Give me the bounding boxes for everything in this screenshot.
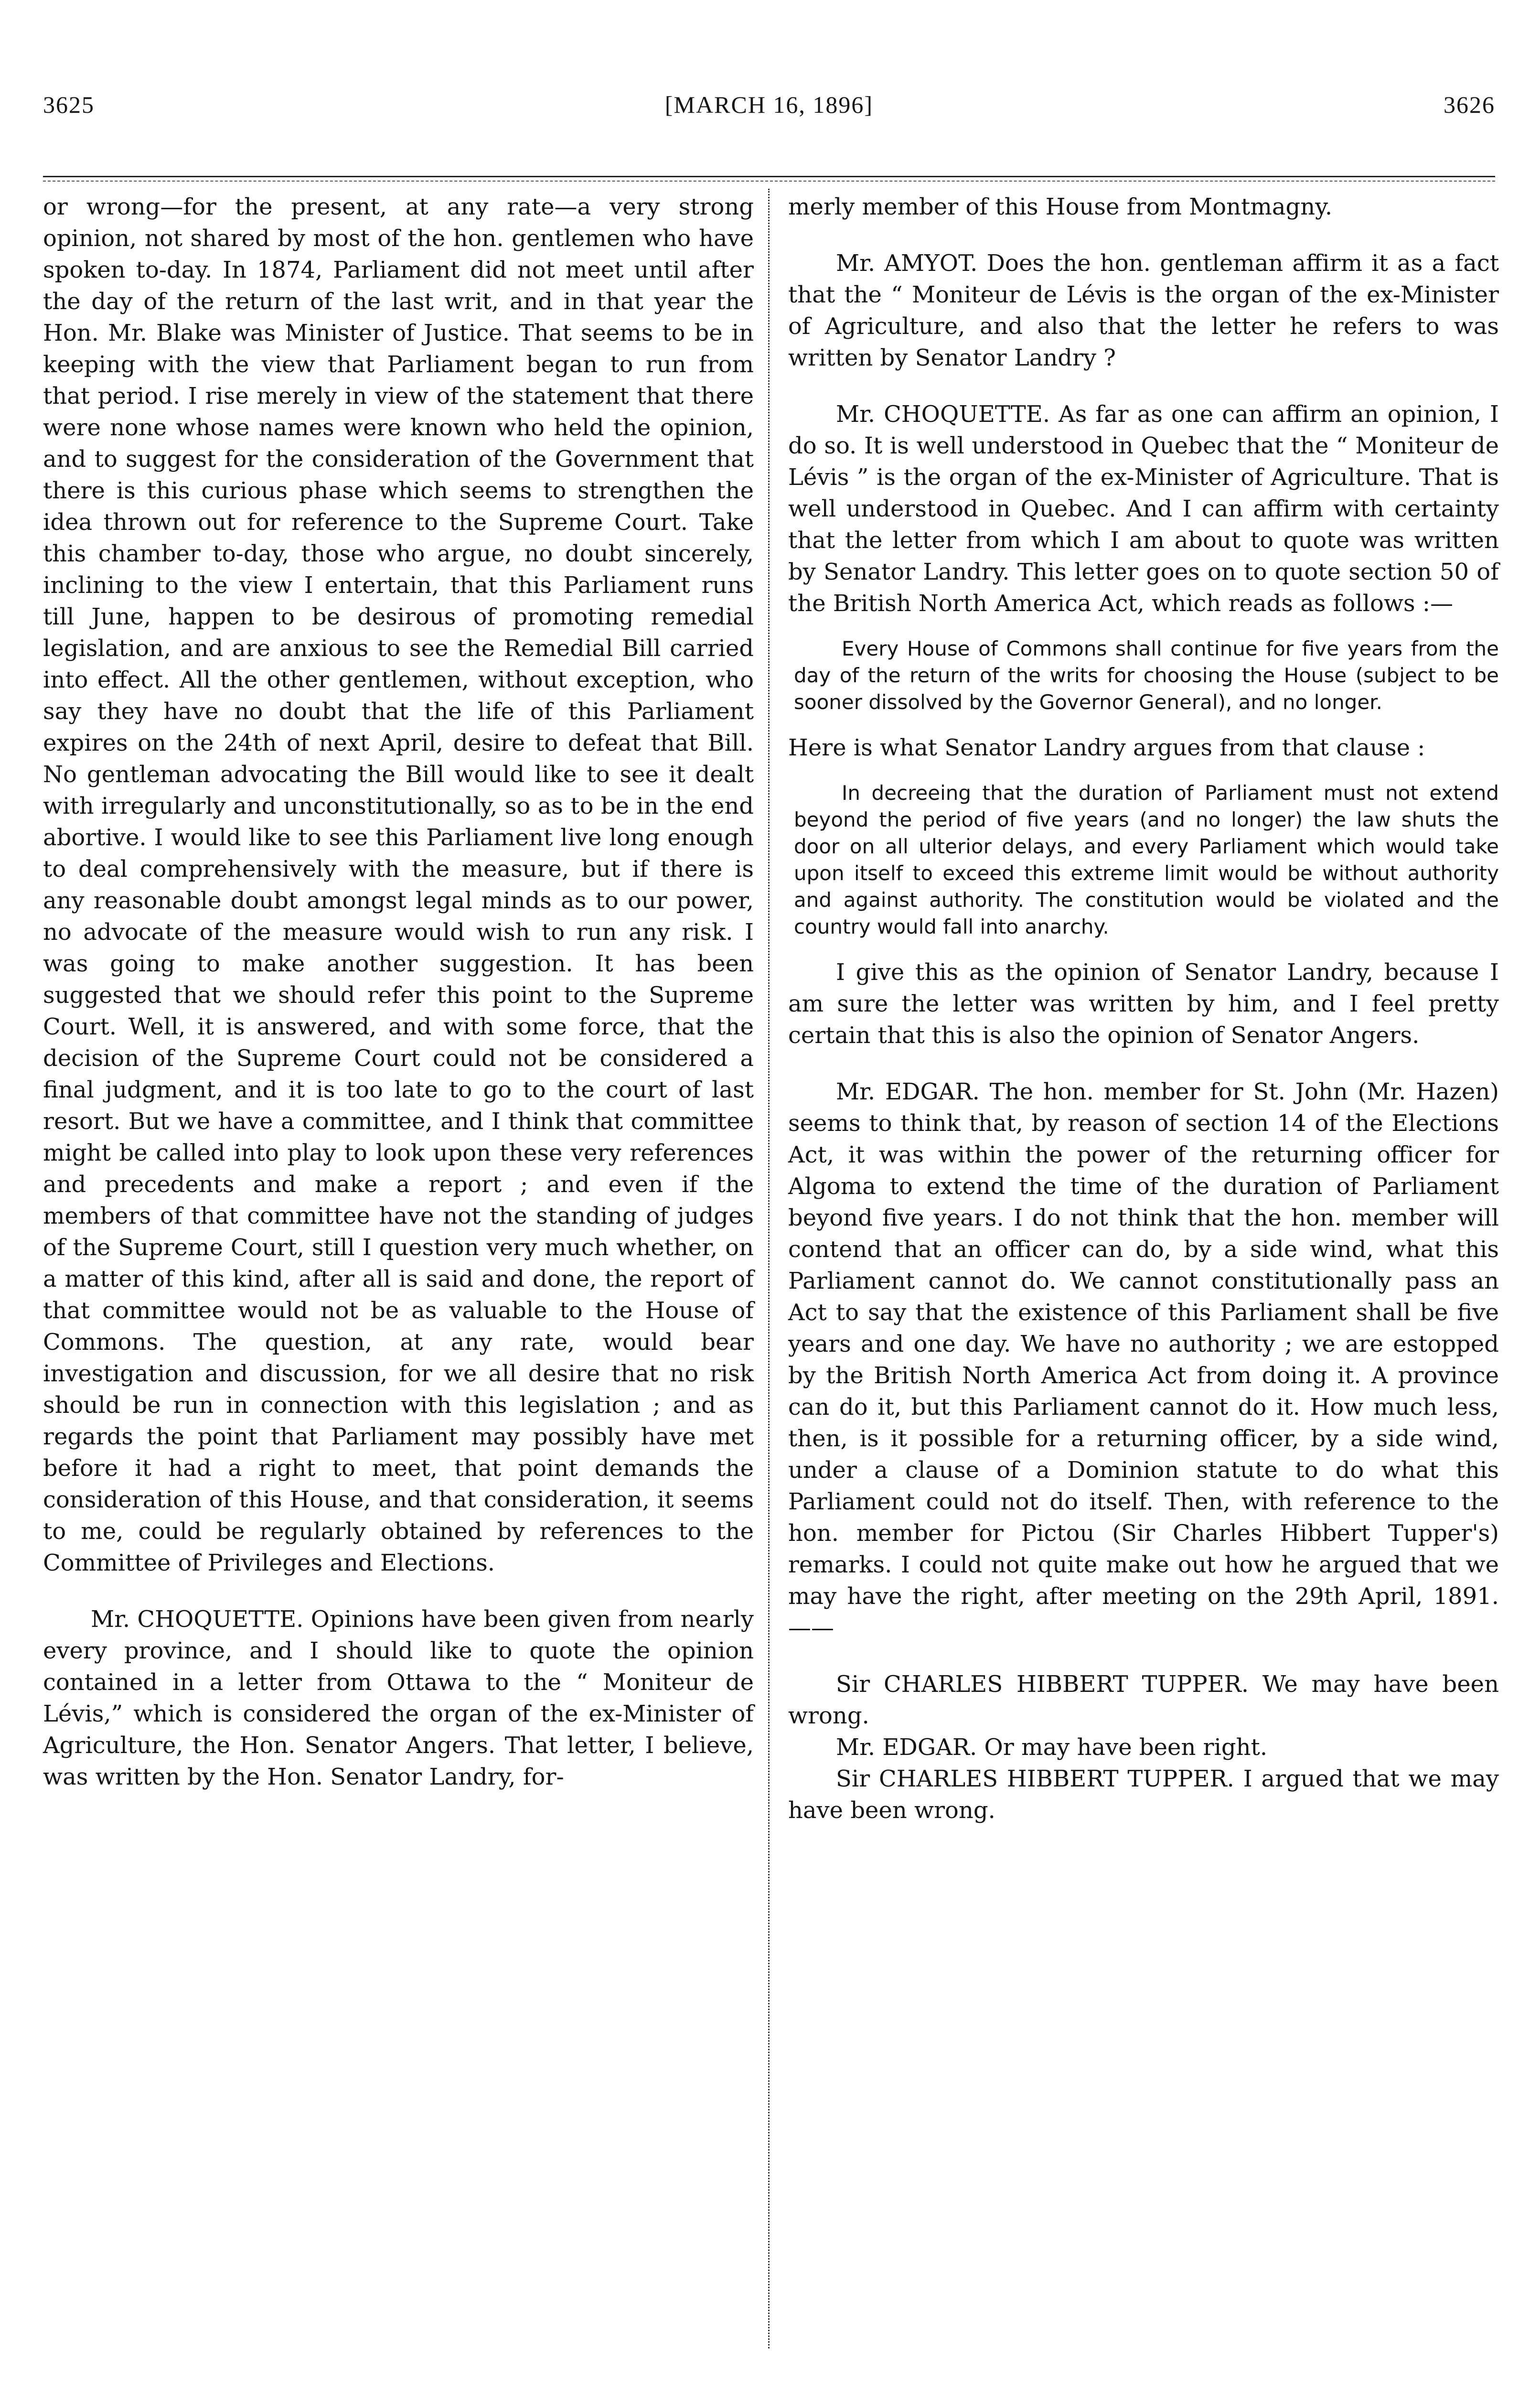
page-date: [MARCH 16, 1896] [664, 91, 874, 118]
right-column [788, 191, 1499, 1826]
paragraph: merly member of this House from Montmagny. [788, 194, 1333, 220]
page-header [43, 91, 1495, 129]
block-quote: In decreeing that the duration of Parliament must not extend beyond the period of five years (and no longer) the law shuts the door on all ulterior delays, and every Parliament which would take upon itself to exceed this extreme limit would be without authority and against authority. The constitution would be violated and the country would fall into anarchy. [794, 781, 1499, 938]
header-rule-dashed [43, 181, 1495, 182]
paragraph: Sir CHARLES HIBBERT TUPPER. I argued that we may have been wrong. [788, 1765, 1499, 1824]
paragraph: Here is what Senator Landry argues from that clause : [788, 734, 1425, 761]
page-number-left: 3625 [43, 91, 95, 118]
paragraph: or wrong—for the present, at any rate—a very strong opinion, not shared by most of the hon. gentlemen who have spoken to-day. In 1874, Parliament did not meet until after the day of the return of the last writ, and in that year the Hon. Mr. Blake was Minister of Justice. That seems to be in keeping with the view that Parliament began to run from that period. I rise merely in view of the statement that there were none whose names were known who held the opinion, and to suggest for the consideration of the Government that there is this curious phase which seems to strengthen the idea thrown out for reference to the Supreme Court. Take this chamber to-day, those who argue, no doubt sincerely, inclining to the view I entertain, that this Parliament runs till June, happen to be desirous of promoting remedial legislation, and are anxious to see the Remedial Bill carried into effect. All the other gentlemen, without exception, who say they have no doubt that the life of this Parliament expires on the 24th of next April, desire to defeat that Bill. No gentleman advocating the Bill would like to see it dealt with irregularly and unconstitutionally, so as to be in the end abortive. I would like to see this Parliament live long enough to deal comprehensively with the measure, but if there is any reasonable doubt amongst legal minds as to our power, no advocate of the measure would wish to run any risk. I was going to make another suggestion. It has been suggested that we should refer this point to the Supreme Court. Well, it is answered, and with some force, that the decision of the Supreme Court could not be considered a final judgment, and it is too late to go to the court of last resort. But we have a committee, and I think that committee might be called into play to look upon these very references and precedents and make a report ; and even if the members of that committee have not the standing of judges of the Supreme Court, still I question very much whether, on a matter of this kind, after all is said and done, the report of that committee would not be as valuable to the House of Commons. The question, at any rate, would bear investigation and discussion, for we all desire that no risk should be run in connection with this legislation ; and as regards the point that Parliament may possibly have met before it had a right to meet, that point demands the consideration of this House, and that consideration, it seems to me, could be regularly obtained by references to the Committee of Privileges and Elections. [43, 194, 754, 1576]
paragraph: Sir CHARLES HIBBERT TUPPER. We may have been wrong. [788, 1671, 1499, 1729]
paragraph: Mr. CHOQUETTE. Opinions have been given from nearly every province, and I should like to quote the opinion contained in a letter from Ottawa to the “ Moniteur de Lévis,” which is considered the organ of the ex-Minister of Agriculture, the Hon. Senator Angers. That letter, I believe, was written by the Hon. Senator Landry, for- [43, 1606, 754, 1790]
paragraph: Mr. AMYOT. Does the hon. gentleman affirm it as a fact that the “ Moniteur de Lévis is the organ of the ex-Minister of Agriculture, and also that the letter he refers to was written by Senator Landry ? [788, 250, 1499, 371]
paragraph: Mr. EDGAR. The hon. member for St. John (Mr. Hazen) seems to think that, by reason of section 14 of the Elections Act, it was within the power of the returning officer for Algoma to extend the time of the duration of Parliament beyond five years. I do not think that the hon. member will contend that an officer can do, by a side wind, what this Parliament cannot do. We cannot constitutionally pass an Act to say that the existence of this Parliament shall be five years and one day. We have no authority ; we are estopped by the British North America Act from doing it. A province can do it, but this Parliament cannot do it. How much less, then, is it possible for a returning officer, by a side wind, under a clause of a Dominion statute to do what this Parliament could not do itself. Then, with reference to the hon. member for Pictou (Sir Charles Hibbert Tupper's) remarks. I could not quite make out how he argued that we may have the right, after meeting on the 29th April, 1891.—— [788, 1078, 1499, 1641]
page-number-right: 3626 [1444, 91, 1495, 118]
block-quote: Every House of Commons shall continue for five years from the day of the return of the writs for choosing the House (subject to be sooner dissolved by the Governor General), and no longer. [794, 637, 1499, 714]
paragraph: Mr. EDGAR. Or may have been right. [836, 1734, 1268, 1761]
paragraph: I give this as the opinion of Senator Landry, because I am sure the letter was written by him, and I feel pretty certain that this is also the opinion of Senator Angers. [788, 959, 1499, 1049]
paragraph: Mr. CHOQUETTE. As far as one can affirm an opinion, I do so. It is well understood in Quebec that the “ Moniteur de Lévis ” is the organ of the ex-Minister of Agriculture. That is well understood in Quebec. And I can affirm with certainty that the letter from which I am about to quote was written by Senator Landry. This letter goes on to quote section 50 of the British North America Act, which reads as follows :— [788, 401, 1499, 617]
header-rule [43, 176, 1495, 177]
column-divider [768, 189, 770, 2348]
left-column [43, 191, 754, 1793]
